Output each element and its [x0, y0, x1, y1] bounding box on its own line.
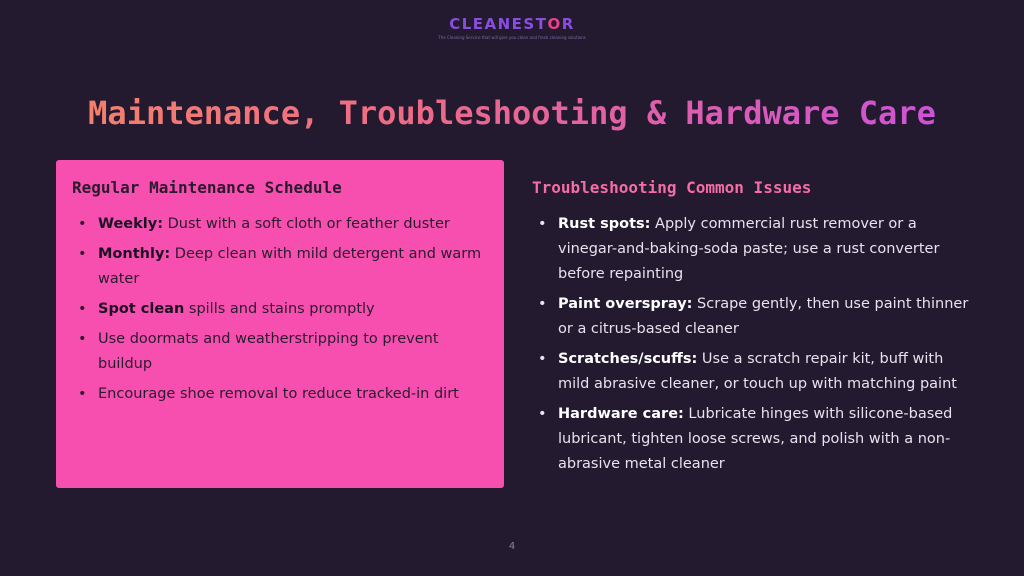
slide-title: Maintenance, Troubleshooting & Hardware Care [88, 94, 936, 132]
item-text: Use doormats and weatherstripping to prevent buildup [98, 331, 439, 372]
item-text: Dust with a soft cloth or feather duster [163, 216, 450, 232]
bullet-icon: • [538, 216, 547, 232]
bullet-icon: • [538, 406, 547, 422]
list-item [532, 292, 972, 342]
list-item [532, 402, 972, 477]
item-text: Apply commercial rust remover or a vinegar-and-baking-soda paste; use a rust converter before repainting [558, 216, 940, 282]
item-bold: Paint overspray: [558, 296, 693, 312]
troubleshooting-list [532, 212, 972, 477]
bullet-icon: • [78, 331, 87, 347]
item-bold: Hardware care: [558, 406, 684, 422]
item-text: Scrape gently, then use paint thinner or a citrus-based cleaner [558, 296, 969, 337]
item-text: Encourage shoe removal to reduce tracked-in dirt [98, 386, 459, 402]
bullet-icon: • [78, 216, 87, 232]
item-text: Deep clean with mild detergent and warm water [98, 246, 482, 287]
maintenance-card [56, 160, 504, 488]
item-bold: Weekly: [98, 216, 164, 232]
list-item [532, 347, 972, 397]
troubleshooting-heading: Troubleshooting Common Issues [532, 178, 812, 197]
item-bold: Scratches/scuffs: [558, 351, 698, 367]
item-bold: Spot clean [98, 301, 185, 317]
maintenance-list [72, 212, 488, 407]
item-bold: Monthly: [98, 246, 171, 262]
list-item [72, 212, 488, 237]
bullet-icon: • [78, 246, 87, 262]
brand-logo [449, 15, 575, 33]
brand-header [0, 14, 1024, 41]
list-item [72, 297, 488, 322]
item-text: Lubricate hinges with silicone-based lubricant, tighten loose screws, and polish with a non-abrasive metal cleaner [558, 406, 953, 472]
list-item [72, 327, 488, 377]
brand-name-start: CLEANEST [449, 15, 548, 33]
bullet-icon: • [78, 301, 87, 317]
item-text: spills and stains promptly [184, 301, 375, 317]
maintenance-heading: Regular Maintenance Schedule [72, 178, 342, 197]
page-number: 4 [508, 541, 516, 552]
brand-tagline: The Cleaning Service that will give you clean and fresh cleaning solutions [438, 35, 586, 40]
bullet-icon: • [538, 351, 547, 367]
list-item [72, 242, 488, 292]
item-bold: Rust spots: [558, 216, 651, 232]
troubleshooting-panel [532, 160, 972, 500]
bullet-icon: • [78, 386, 87, 402]
list-item [532, 212, 972, 287]
brand-name-o: O [547, 15, 562, 33]
brand-name-end: R [561, 15, 575, 33]
list-item [72, 382, 488, 407]
item-text: Use a scratch repair kit, buff with mild abrasive cleaner, or touch up with matching paint [558, 351, 957, 392]
bullet-icon: • [538, 296, 547, 312]
